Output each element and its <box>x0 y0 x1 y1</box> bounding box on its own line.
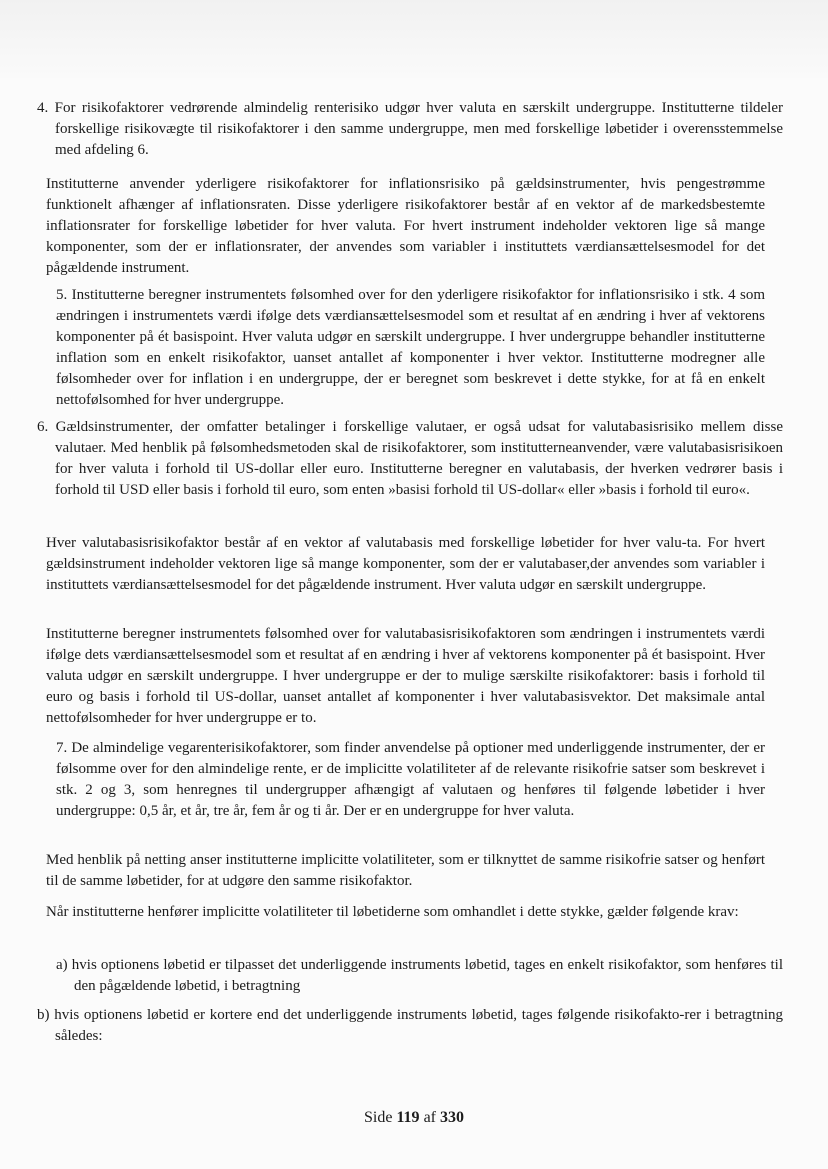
paragraph-currency-basis-factor: Hver valutabasisrisikofaktor består af en vektor af valutabasis med forskellige løbetider for hver valu-ta. For hvert gældsinstrument indeholder vektoren lige så mange komponenter, som der er valutabaser,der anvendes som variabler i instituttets værdiansættelsesmodel for det pågældende instrument. Hver valuta udgør en særskilt undergruppe. <box>46 535 765 593</box>
total-pages-number: 330 <box>440 1109 464 1126</box>
paragraph-requirements: Når institutterne henfører implicitte volatiliteter til løbetiderne som omhandlet i dette stykke, gælder følgende krav: <box>46 904 739 920</box>
paragraph-4: 4. For risikofaktorer vedrørende almindelig renterisiko udgør hver valuta en særskilt undergruppe. Institutterne tildeler forskellige risikovægte til risikofaktorer i den samme undergruppe, men med forskellige løbetider i overensstemmelse med afdeling 6. <box>37 100 783 158</box>
page-separator: af <box>423 1109 436 1126</box>
page-top-band <box>0 0 828 78</box>
list-item-a: a) hvis optionens løbetid er tilpasset det underliggende instruments løbetid, tages en enkelt risikofaktor, som henføres til den pågældende løbetid, i betragtning <box>56 957 783 994</box>
paragraph-7: 7. De almindelige vegarenterisikofaktorer, som finder anvendelse på optioner med underliggende instrumenter, der er følsomme over for den almindelige rente, er de implicitte volatiliteter af de relevante risikofrie satser som beskrevet i stk. 2 og 3, som henregnes til undergrupper afhængigt af valutaen og henføres til følgende løbetider i hver undergruppe: 0,5 år, et år, tre år, fem år og ti år. Der er en undergruppe for hver valuta. <box>56 740 765 819</box>
page-label: Side <box>363 1109 393 1126</box>
list-item-b: b) hvis optionens løbetid er kortere end det underliggende instruments løbetid, tages følgende risikofakto-rer i betragtning således: <box>37 1007 783 1044</box>
paragraph-5: 5. Institutterne beregner instrumentets følsomhed over for den yderligere risikofaktor for inflationsrisiko i stk. 4 som ændringen i instrumentets værdi ifølge dets værdiansættelsesmodel som et resultat af en ændring i hver af vektorens komponenter på ét basispoint. Hver valuta udgør en særskilt undergruppe. I hver undergruppe behandler institutterne inflation som en enkelt risikofaktor, uanset antallet af komponenter i hver vektor. Institutterne modregner alle følsomheder over for inflation i en undergruppe, der er beregnet som beskrevet i dette stykke, for at få en enkelt nettofølsomhed for hver undergruppe. <box>56 287 765 408</box>
paragraph-currency-basis-sensitivity: Institutterne beregner instrumentets følsomhed over for valutabasisrisikofaktoren som ændringen i instrumentets værdi ifølge dets værdiansættelsesmodel som et resultat af en ændring i hver af vektorens komponenter på ét basispoint. Hver valuta udgør en særskilt undergruppe. I hver undergruppe er der to mulige særskilte risikofaktorer: basis i forhold til euro og basis i forhold til US-dollar, uanset antallet af komponenter i hver valutabasisvektor. Det maksimale antal nettofølsomheder for hver undergruppe er to. <box>46 626 765 726</box>
paragraph-6: 6. Gældsinstrumenter, der omfatter betalinger i forskellige valutaer, er også udsat for valutabasisrisiko mellem disse valutaer. Med henblik på følsomhedsmetoden skal de risikofaktorer, som institutterneanvender, være valutabasisrisikoen for hver valuta i forhold til US-dollar eller euro. Institutterne beregner en valutabasis, der hverken vedrører basis i forhold til USD eller basis i forhold til euro, som enten »basisi forhold til US-dollar« eller »basis i forhold til euro«. <box>37 419 783 498</box>
paragraph-inflation-risk: Institutterne anvender yderligere risikofaktorer for inflationsrisiko på gældsinstrumenter, hvis pengestrømme funktionelt afhænger af inflationsraten. Disse yderligere risikofaktorer består af en vektor af de markedsbestemte inflationsrater for forskellige løbetider for hver valuta. For hvert instrument indeholder vektoren lige så mange komponenter, som der er inflationsrater, der anvendes som variabler i instituttets værdiansættelsesmodel for det pågældende instrument. <box>46 176 765 276</box>
page-footer <box>0 1108 828 1128</box>
current-page-number: 119 <box>396 1109 420 1126</box>
paragraph-netting: Med henblik på netting anser institutterne implicitte volatiliteter, som er tilknyttet de samme risikofrie satser og henført til de samme løbetider, for at udgøre den samme risikofaktor. <box>46 852 765 889</box>
